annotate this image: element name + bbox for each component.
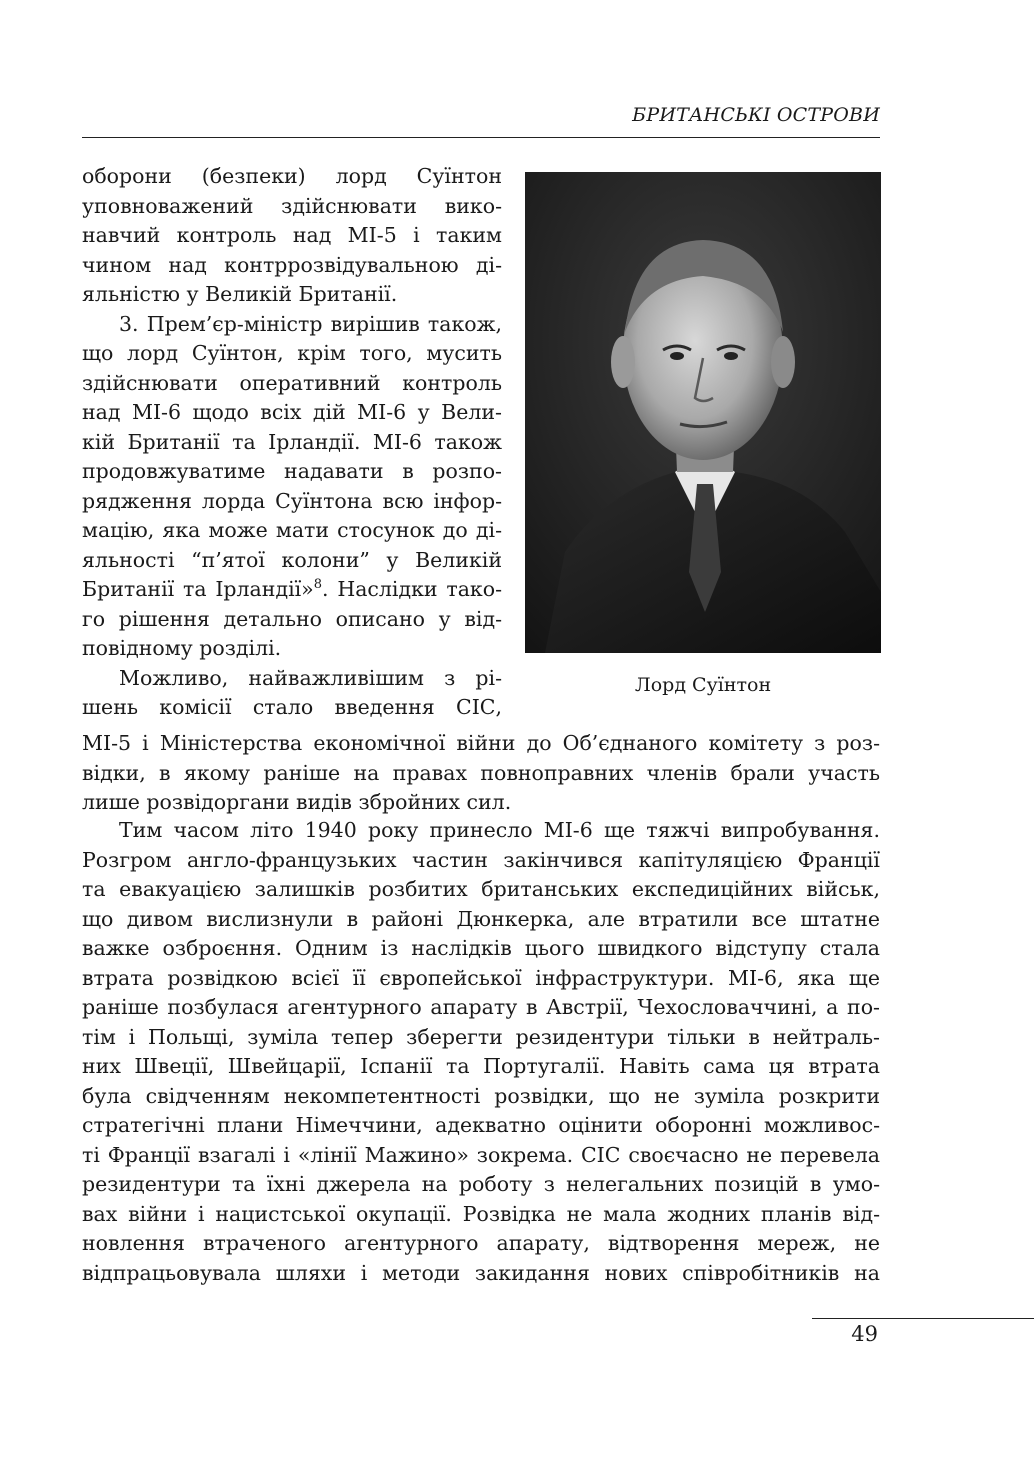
text-line: ті Франції взагалі і «лінії Мажино» зокрема. СІС своєчасно не перевела [82, 1142, 880, 1167]
text-line: яльністю у Великій Британії. [82, 282, 398, 306]
text-line: вах війни і нацистської окупації. Розвідка не мала жодних планів від- [82, 1201, 880, 1226]
text-line: була свідченням некомпетентності розвідки, що не зуміла розкрити [82, 1083, 880, 1108]
text-line: над МІ-6 щодо всіх дій МІ-6 у Вели- [82, 400, 502, 424]
text-line: навчий контроль над МІ-5 і таким [82, 223, 502, 247]
text-fragment: Британії та Ірландії» [82, 577, 314, 601]
portrait-photo [525, 172, 881, 653]
text-line: тім і Польщі, зуміла тепер зберегти резидентури тільки в нейтраль- [82, 1024, 880, 1049]
text-line: важке озброєння. Одним із наслідків цього швидкого відступу стала [82, 936, 880, 960]
text-line: Тим часом літо 1940 року принесло МІ-6 ще тяжчі випробування. [119, 818, 880, 842]
text-line: 3. Прем’єр-міністр вирішив також, [119, 311, 502, 336]
page-number: 49 [851, 1322, 878, 1346]
text-line: та евакуацією залишків розбитих британських експедиційних військ, [82, 877, 880, 901]
text-line-with-footnote [82, 575, 502, 605]
text-fragment: . Наслідки тако- [322, 577, 502, 601]
text-line: Можливо, найважливішим з рі- [119, 665, 502, 690]
text-line: відпрацьовувала шляхи і методи закидання нових співробітників на [82, 1260, 880, 1285]
text-line: мацію, яка може мати стосунок до ді- [82, 518, 502, 542]
text-line: МІ-5 і Міністерства економічної війни до Об’єднаного комітету з роз- [82, 731, 880, 755]
footnote-reference: 8 [313, 577, 323, 593]
photo-caption: Лорд Суїнтон [634, 674, 772, 696]
text-line: Розгром англо-французьких частин закінчився капітуляцією Франції [82, 847, 880, 872]
text-line: повідному розділі. [82, 636, 282, 660]
portrait-illustration [525, 172, 881, 653]
left-column-text [82, 162, 502, 723]
text-line: стратегічні плани Німеччини, адекватно оцінити оборонні можливос- [82, 1113, 880, 1137]
text-line: що дивом вислизнули в районі Дюнкерка, але втратили все штатне [82, 906, 880, 931]
text-line: уповноважений здійснювати вико- [82, 193, 502, 218]
text-line: новлення втраченого агентурного апарату, відтворення мереж, не [82, 1231, 880, 1255]
text-line: них Швеції, Швейцарії, Іспанії та Португалії. Навіть сама ця втрата [82, 1054, 880, 1078]
text-line: лише розвідоргани видів збройних сил. [82, 790, 512, 814]
text-line: яльності “п’ятої колони” у Великій [82, 547, 502, 572]
full-width-text-2 [82, 816, 880, 1288]
text-line: раніше позбулася агентурного апарату в Австрії, Чехословаччині, а по- [82, 995, 880, 1019]
text-line: відки, в якому раніше на правах повноправних членів брали участь [82, 760, 880, 785]
text-line: го рішення детально описано у від- [82, 606, 502, 631]
text-line: втрата розвідкою всієї її європейської інфраструктури. МІ-6, яка ще [82, 965, 880, 990]
text-line: рядження лорда Суїнтона всю інфор- [82, 488, 502, 513]
text-line: чином над контррозвідувальною ді- [82, 252, 502, 277]
text-line: кій Британії та Ірландії. МІ-6 також [82, 429, 502, 454]
text-line: здійснювати оперативний контроль [82, 370, 502, 395]
running-head: БРИТАНСЬКІ ОСТРОВИ [632, 104, 880, 126]
footer-rule [812, 1318, 1034, 1319]
full-width-text [82, 729, 880, 818]
header-rule [82, 137, 880, 138]
text-line: резидентури та їхні джерела на роботу з нелегальних позицій в умо- [82, 1172, 880, 1196]
text-line: продовжуватиме надавати в розпо- [82, 459, 502, 483]
text-line: шень комісії стало введення СІС, [82, 695, 502, 719]
text-line: оборони (безпеки) лорд Суїнтон [82, 164, 502, 188]
text-line: що лорд Суїнтон, крім того, мусить [82, 341, 502, 365]
